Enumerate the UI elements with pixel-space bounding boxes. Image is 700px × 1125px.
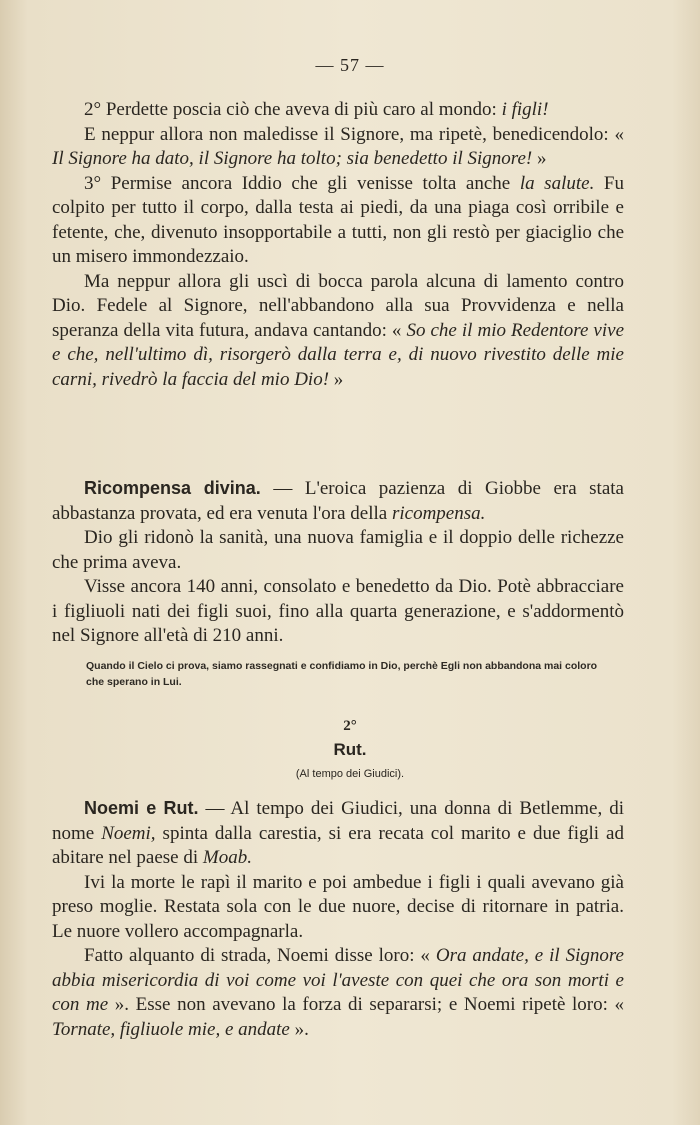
paragraph-long-life: Visse ancora 140 anni, consolato e benedetto da Dio. Potè abbracciare i figliuoli nati dei figli suoi, fino alla quarta generazione, e s'addormentò nel Signore all'età di 210 anni.: [52, 576, 624, 646]
paragraph-children-lost: 2° Perdette poscia ciò che aveva di più caro al mondo: i figli!: [84, 99, 549, 120]
ruth-heading: Noemi e Rut.: [84, 798, 199, 818]
reward-heading: Ricompensa divina.: [84, 478, 261, 498]
paragraph-farewell: Fatto alquanto di strada, Noemi disse loro: « Ora andate, e il Signore abbia misericordia di voi come voi l'aveste con quei che ora son morti e con me ». Esse non avevano la forza di separarsi; e Noemi ripetè loro: « Tornate, figliuole mie, e andate ».: [52, 945, 625, 1040]
paragraph-reward: Ricompensa divina. — L'eroica pazienza di Giobbe era stata abbastanza provata, ed era venuta l'ora della ricompensa.: [52, 478, 624, 524]
paragraph-noemi-ruth: Noemi e Rut. — Al tempo dei Giudici, una donna di Betlemme, di nome Noemi, spinta dalla carestia, si era recata col marito e due figli ad abitare nel paese di Moab.: [52, 798, 624, 868]
paragraph-widowhood: Ivi la morte le rapì il marito e poi ambedue i figli i quali avevano già preso moglie. Restata sola con le due nuore, decise di ritornare in patria. Le nuore vollero accompagnarla.: [52, 871, 624, 942]
job-trials-text: [52, 98, 624, 392]
paragraph-restoration: Dio gli ridonò la sanità, una nuova famiglia e il doppio delle richezze che prima aveva.: [52, 527, 624, 573]
paragraph-faith: Ma neppur allora gli uscì di bocca parola alcuna di lamento contro Dio. Fedele al Signore, nell'abbandono alla sua Provvidenza e nella speranza della vita futura, andava cantando: « So che il mio Redentore vive e che, nell'ultimo dì, risorgerò dalla terra e, di nuovo rivestito delle mie carni, rivedrò la faccia del mio Dio! »: [52, 270, 625, 390]
ruth-text: [52, 796, 624, 1042]
moral-note: Quando il Cielo ci prova, siamo rassegnati e confidiamo in Dio, perchè Egli non abbandona mai coloro che sperano in Lui.: [86, 660, 598, 688]
section-subtitle: (Al tempo dei Giudici).: [295, 768, 405, 780]
section-number: 2°: [343, 718, 357, 734]
section-title: Rut.: [333, 740, 367, 759]
paragraph-health: 3° Permise ancora Iddio che gli venisse tolta anche la salute. Fu colpito per tutto il corpo, dalla testa ai piedi, da una piaga così orribile e fetente, che, divenuto insopportabile a tutti, non gli restò per giaciglio che un misero immondezzaio.: [52, 172, 624, 267]
page-number: — 57 —: [315, 55, 385, 75]
reward-text: [52, 476, 624, 649]
paragraph-blessing: E neppur allora non maledisse il Signore, ma ripetè, benedicendolo: « Il Signore ha dato, il Signore ha tolto; sia benedetto il Signore! »: [52, 123, 624, 169]
